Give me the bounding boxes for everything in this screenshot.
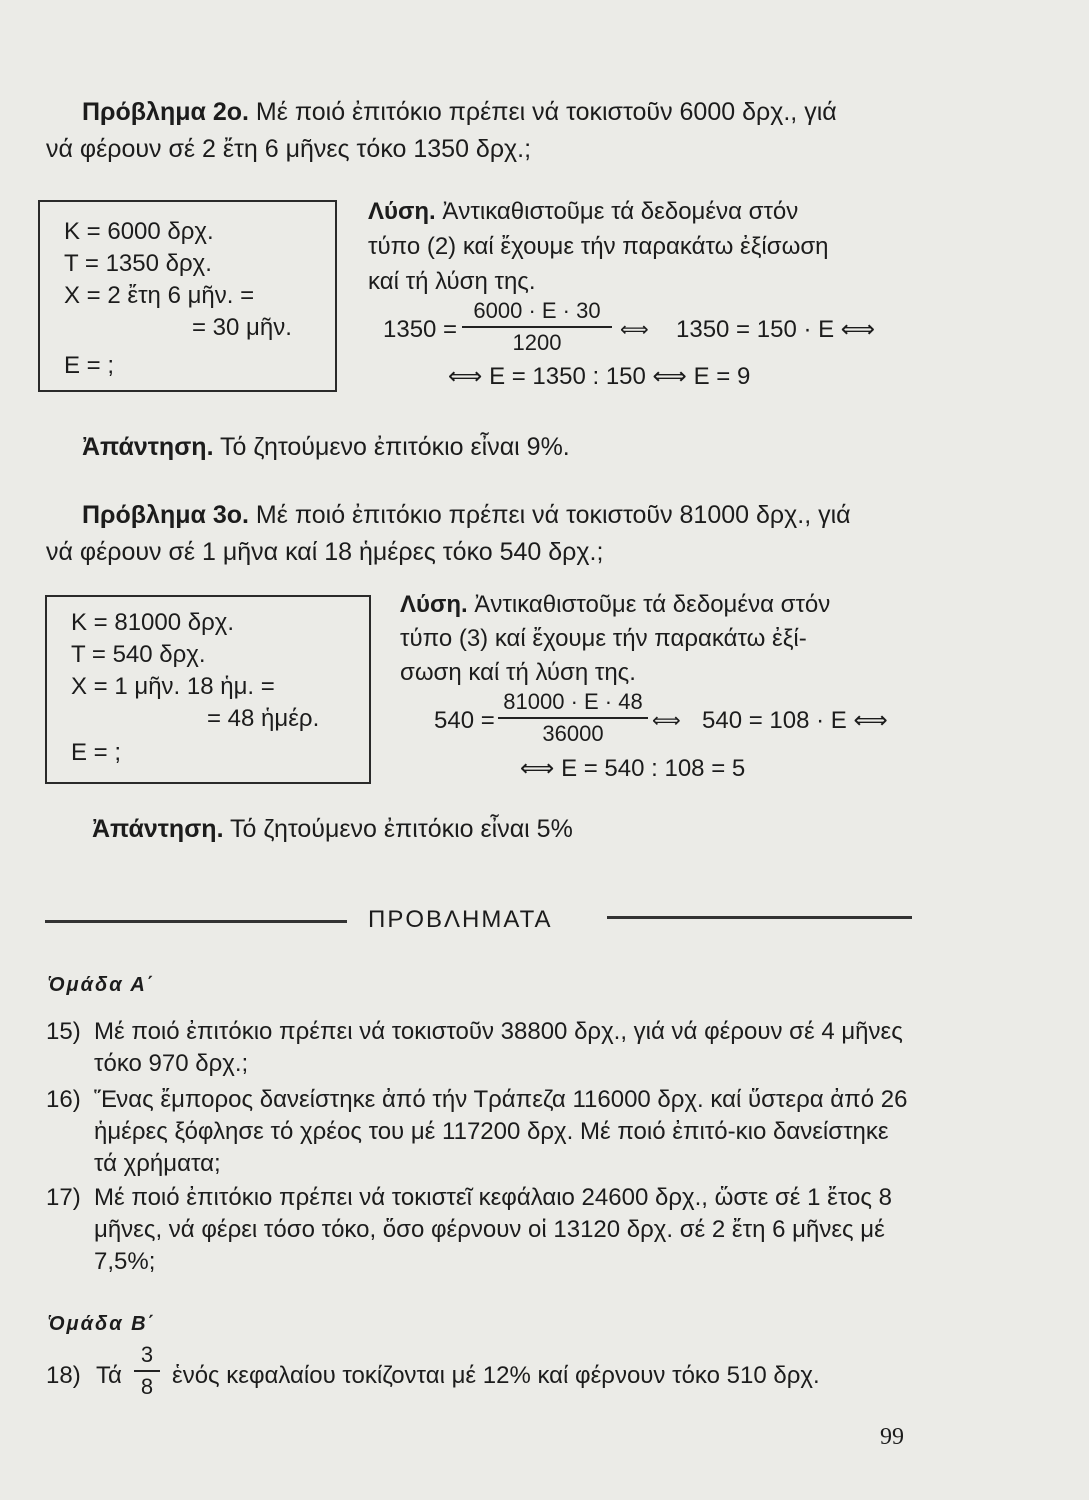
exercise-item	[46, 1182, 916, 1278]
problem3-answer-label: Ἀπάντηση.	[92, 815, 224, 843]
page-number: 99	[880, 1424, 904, 1450]
problem3-solution-line2: τύπο (3) καί ἔχουμε τήν παρακάτω ἐξί-	[400, 625, 807, 652]
problem3-box-time: Χ = 1 μῆν. 18 ἡμ. =	[71, 673, 275, 700]
problem2-statement-line2: νά φέρουν σέ 2 ἔτη 6 μῆνες τόκο 1350 δρχ.;	[46, 135, 532, 163]
problem2-equation-fraction	[462, 298, 612, 356]
problem3-fraction-denominator: 36000	[542, 721, 604, 746]
fraction-bar	[134, 1370, 160, 1372]
problem2-solution-label: Λύση.	[368, 198, 436, 225]
problem2-box-time-months: = 30 μῆν.	[192, 314, 292, 341]
problem2-answer-text: Τό ζητούμενο ἐπιτόκιο εἶναι 9%.	[220, 433, 570, 461]
problem2-statement-text: Μέ ποιό ἐπιτόκιο πρέπει νά τοκιστοῦν 6000 δρχ., γιά	[255, 98, 837, 126]
exercise-text: Μέ ποιό ἐπιτόκιο πρέπει νά τοκιστοῦν 38800 δρχ., γιά νά φέρουν σέ 4 μῆνες τόκο 970 δρχ.;	[94, 1018, 903, 1077]
problem3-fraction-numerator: 81000 · Ε · 48	[503, 689, 643, 714]
section-rule-left	[45, 920, 347, 923]
problem2-answer-label: Ἀπάντηση.	[82, 433, 214, 461]
equivalence-arrow-icon: ⟺	[652, 710, 681, 732]
exercise-text: Ἕνας ἔμπορος δανείστηκε ἀπό τήν Τράπεζα 116000 δρχ. καί ὕστερα ἀπό 26 ἡμέρες ξόφλησε τό χρέος του μέ 117200 δρχ. Μέ ποιό ἐπιτό-κιο δανείστηκε τά χρήματα;	[94, 1086, 908, 1177]
problem2-solution-text1: Ἀντικαθιστοῦμε τά δεδομένα στόν	[442, 198, 799, 225]
fraction-bar	[462, 326, 612, 328]
problem3-box-rate: Ε = ;	[71, 739, 122, 766]
problem3-statement-text: Μέ ποιό ἐπιτόκιο πρέπει νά τοκιστοῦν 81000 δρχ., γιά	[255, 501, 851, 529]
exercise-number: 16)	[46, 1086, 81, 1113]
exercise18-fraction	[134, 1342, 160, 1400]
problem2-equation-lhs: 1350 =	[383, 316, 458, 343]
problem2-data-box	[38, 200, 337, 392]
problem2-solution-line2: τύπο (2) καί ἔχουμε τήν παρακάτω ἐξίσωση	[368, 233, 829, 260]
problem2-heading: Πρόβλημα 2ο.	[82, 98, 249, 126]
problem3-box-interest: Τ = 540 δρχ.	[71, 641, 206, 668]
group-b-heading: Ὁμάδα Β΄	[48, 1313, 157, 1335]
exercise-item	[46, 1016, 916, 1080]
problem2-box-time: Χ = 2 ἔτη 6 μῆν. =	[64, 282, 255, 309]
problem2-fraction-denominator: 1200	[512, 330, 562, 355]
equivalence-arrow-icon: ⟺	[620, 319, 649, 341]
exercise-number: 15)	[46, 1018, 81, 1045]
exercise-item	[46, 1084, 916, 1180]
problem3-heading: Πρόβλημα 3ο.	[82, 501, 249, 529]
problem3-solution-text1: Ἀντικαθιστοῦμε τά δεδομένα στόν	[474, 591, 831, 618]
problem3-statement-line2: νά φέρουν σέ 1 μῆνα καί 18 ἡμέρες τόκο 540 δρχ.;	[46, 538, 604, 566]
exercise-text: Μέ ποιό ἐπιτόκιο πρέπει νά τοκιστεῖ κεφάλαιο 24600 δρχ., ὥστε σέ 1 ἔτος 8 μῆνες, νά φέρει τόσο τόκο, ὅσο φέρνουν οἱ 13120 δρχ. σέ 2 ἔτη 6 μῆνες μέ 7,5%;	[94, 1184, 892, 1275]
problem2-box-rate: Ε = ;	[64, 352, 115, 379]
problem2-fraction-numerator: 6000 · Ε · 30	[473, 298, 601, 323]
exercise18-text-after: ἑνός κεφαλαίου τοκίζονται μέ 12% καί φέρνουν τόκο 510 δρχ.	[172, 1362, 820, 1389]
problem3-equation-rhs: 540 = 108 · Ε ⟺	[702, 707, 888, 734]
problem3-box-time-days: = 48 ἡμέρ.	[207, 705, 320, 732]
problem3-solution-label: Λύση.	[400, 591, 468, 618]
problem2-solution-line3: καί τή λύση της.	[368, 268, 536, 295]
problem3-solution-line1	[400, 588, 830, 622]
section-rule-right	[607, 916, 912, 919]
fraction-bar	[498, 717, 648, 719]
problem2-box-capital: Κ = 6000 δρχ.	[64, 218, 214, 245]
group-a-heading: Ὁμάδα Α΄	[48, 974, 156, 996]
problem2-answer	[82, 430, 570, 464]
problem3-answer	[92, 812, 573, 846]
problem3-equation-lhs: 540 =	[434, 707, 495, 734]
problem2-box-interest: Τ = 1350 δρχ.	[64, 250, 212, 277]
exercise18-fraction-denominator: 8	[140, 1374, 154, 1399]
problem2-equation-line2: ⟺ Ε = 1350 : 150 ⟺ Ε = 9	[448, 363, 751, 390]
problem2-solution-line1	[368, 195, 798, 229]
problem3-solution-line3: σωση καί τή λύση της.	[400, 659, 636, 686]
section-title: ΠΡΟΒΛΗΜΑΤΑ	[368, 906, 553, 933]
exercise18-fraction-numerator: 3	[140, 1342, 154, 1367]
problem3-statement-line1	[82, 498, 851, 532]
problem2-statement-line1	[82, 95, 837, 129]
problem3-data-box	[45, 595, 371, 784]
problem3-answer-text: Τό ζητούμενο ἐπιτόκιο εἶναι 5%	[230, 815, 573, 843]
problem3-box-capital: Κ = 81000 δρχ.	[71, 609, 235, 636]
exercise18-number: 18)	[46, 1362, 81, 1389]
problem2-equation-rhs: 1350 = 150 · Ε ⟺	[676, 316, 876, 343]
problem3-equation-fraction	[498, 689, 648, 747]
problem3-equation-line2: ⟺ Ε = 540 : 108 = 5	[520, 755, 746, 782]
exercise18-text-before: Τά	[96, 1362, 122, 1389]
exercise-number: 17)	[46, 1184, 81, 1211]
